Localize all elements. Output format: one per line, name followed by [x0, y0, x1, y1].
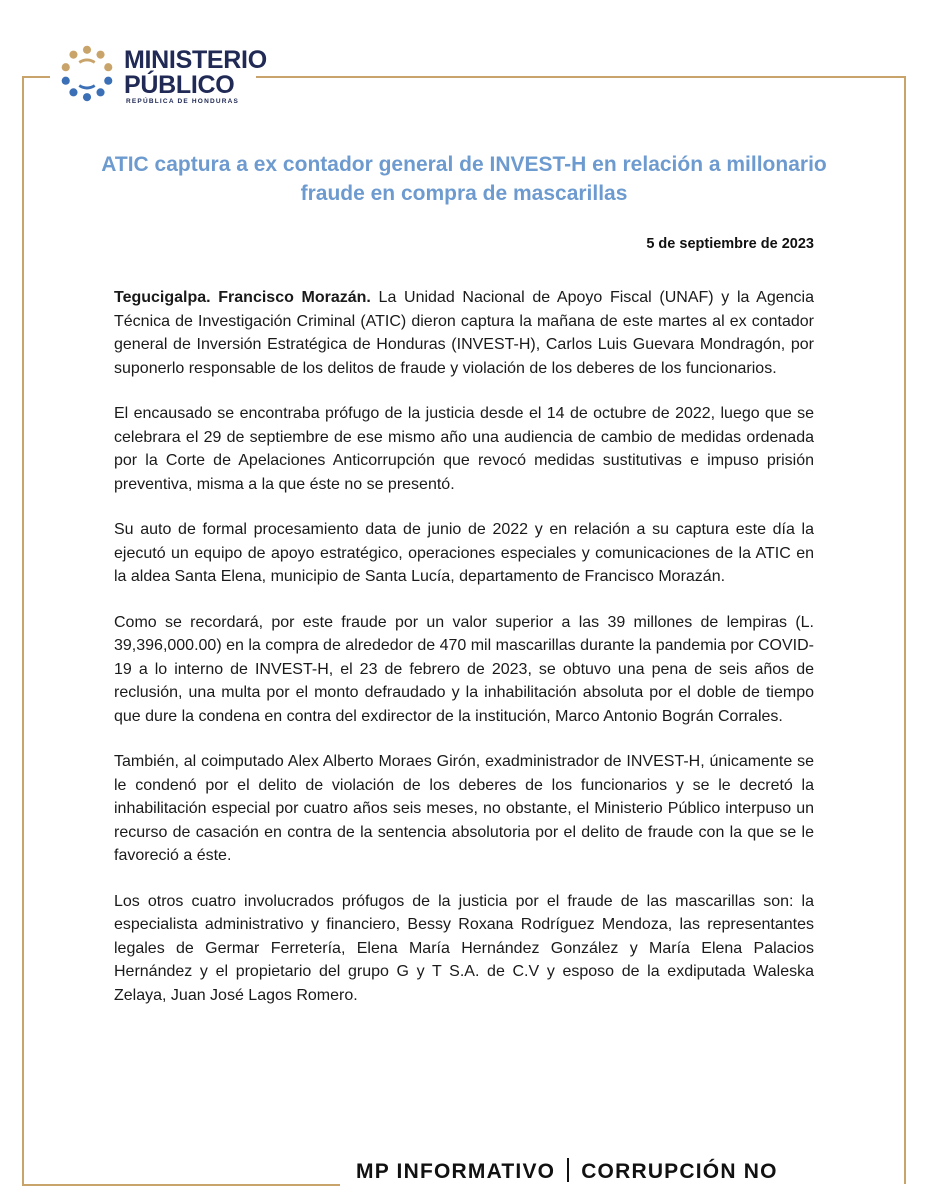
paragraph-text: La Unidad Nacional de Apoyo Fiscal (UNAF) y la Agencia Técnica de Investigación Criminal (ATIC) dieron captura la mañana de este martes al ex contador general de Inversión Estratégica de Honduras (INVEST-H), Carlos Luis Guevara Mondragón, por suponerlo responsable de los delitos de fraude y violación de los deberes de los funcionarios.: [114, 289, 815, 377]
paragraph: [114, 890, 814, 1008]
frame-border-top: [256, 76, 906, 78]
logo-wordmark-line2: PÚBLICO: [124, 71, 235, 99]
paragraph-text: Los otros cuatro involucrados prófugos de la justicia por el fraude de las mascarillas son: la especialista administrativo y financiero, Bessy Roxana Rodríguez Mendoza, las representantes legales de Germar Ferretería, Elena María Hernández González y María Elena Palacios Hernández y el propietario del grupo G y T S.A. de C.V y esposo de la exdiputada Waleska Zelaya, Juan José Lagos Romero.: [114, 892, 814, 1004]
paragraph: [114, 518, 814, 589]
logo-subtitle: REPÚBLICA DE HONDURAS: [126, 98, 240, 105]
footer-divider: [567, 1158, 569, 1182]
paragraph-text: Su auto de formal procesamiento data de junio de 2022 y en relación a su captura este día la ejecutó un equipo de apoyo estratégico, operaciones especiales y comunicaciones de la ATIC en la aldea Santa Elena, municipio de Santa Lucía, departamento de Francisco Morazán.: [114, 521, 814, 585]
frame-border-top-left: [22, 76, 50, 78]
paragraph-lead: Tegucigalpa. Francisco Morazán.: [114, 289, 371, 306]
footer-banner: [356, 1158, 816, 1190]
frame-border-right: [904, 76, 906, 1184]
footer-mp-informativo: MP INFORMATIVO: [356, 1160, 556, 1183]
paragraph: [114, 611, 814, 729]
footer-corrupcion-no: CORRUPCIÓN NO: [581, 1160, 778, 1183]
frame-border-left: [22, 76, 24, 1184]
paragraph-text: El encausado se encontraba prófugo de la justicia desde el 14 de octubre de 2022, luego que se celebrara el 29 de septiembre de ese mismo año una audiencia de cambio de medidas ordenada por la Corte de Apelaciones Anticorrupción que revocó medidas sustitutivas e impuso prisión preventiva, misma a la que éste no se presentó.: [114, 405, 814, 493]
paragraph: [114, 750, 814, 868]
logo-wordmark-line1: MINISTERIO: [124, 46, 267, 74]
paragraph: [114, 286, 814, 380]
people-circle-emblem-icon: [58, 42, 116, 104]
press-release-body: [114, 286, 814, 1029]
paragraph: [114, 402, 814, 496]
ministerio-publico-logo: [56, 40, 267, 110]
press-release-title: ATIC captura a ex contador general de INVEST-H en relación a millonario fraude en compra de mascarillas: [101, 153, 827, 205]
paragraph-text: También, al coimputado Alex Alberto Moraes Girón, exadministrador de INVEST-H, únicamente se le condenó por el delito de violación de los deberes de los funcionarios y se le decretó la inhabilitación especial por cuatro años seis meses, no obstante, el Ministerio Público interpuso un recurso de casación en contra de la sentencia absolutoria por el delito de fraude con la que se le favoreció a éste.: [114, 753, 814, 864]
paragraph-text: Como se recordará, por este fraude por un valor superior a las 39 millones de lempiras (L. 39,396,000.00) en la compra de alrededor de 470 mil mascarillas durante la pandemia por COVID-19 a lo interno de INVEST-H, el 23 de febrero de 2023, se obtuvo una pena de seis años de reclusión, una multa por el monto defraudado y la inhabilitación absoluta por el doble de tiempo que dure la condena en contra del exdirector de la institución, Marco Antonio Bográn Corrales.: [114, 613, 814, 725]
frame-border-bottom: [22, 1184, 340, 1186]
release-date: 5 de septiembre de 2023: [646, 236, 814, 252]
